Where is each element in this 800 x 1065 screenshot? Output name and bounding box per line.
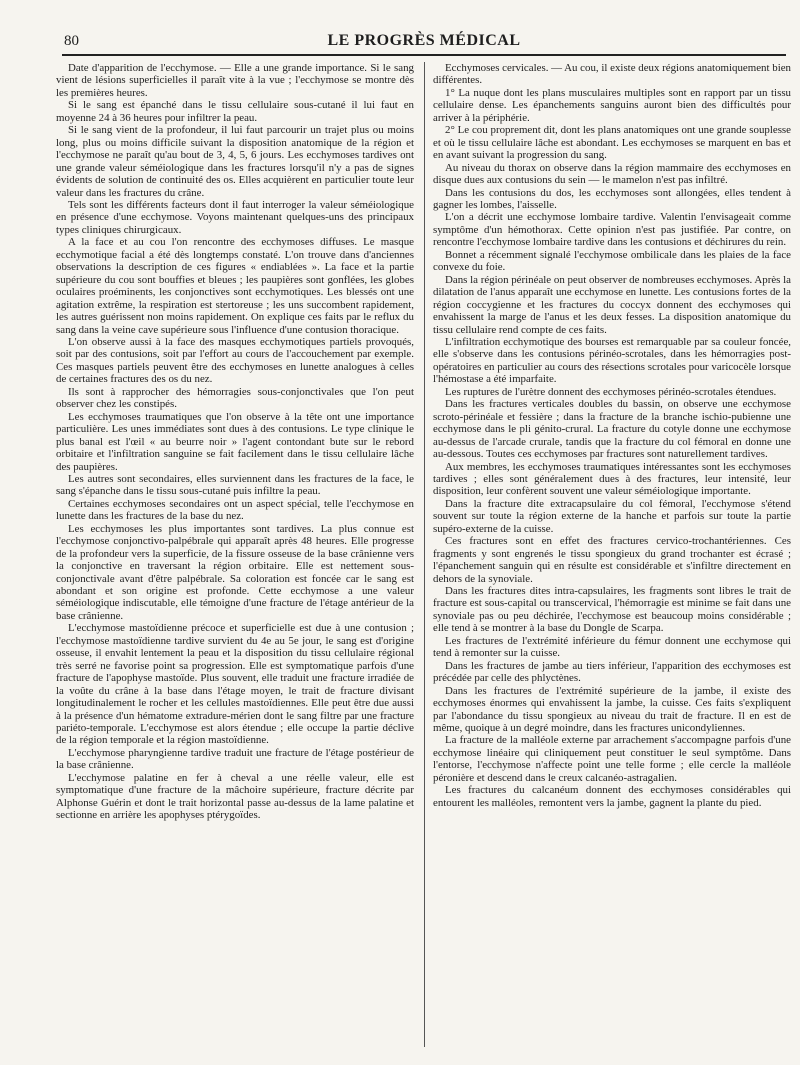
column-divider	[424, 62, 425, 1047]
paragraph: Si le sang vient de la profondeur, il lui faut parcourir un trajet plus ou moins long, plus ou moins difficile suivant la disposition anatomique de la région et l'ecchymose ne paraît qu'au bout de 3, 4, 5, 6 jours. Les ecchymoses tardives ont une grande valeur séméiologique dans les fractures lorsqu'il n'y a pas de signes évidents de solution de continuité des os. Elles acquièrent en particulier toute leur valeur dans les fractures du crâne.	[56, 124, 414, 199]
journal-title: LE PROGRÈS MÉDICAL	[327, 32, 521, 49]
paragraph: Certaines ecchymoses secondaires ont un aspect spécial, telle l'ecchymose en lunette dans les fractures de la base du nez.	[56, 497, 414, 523]
paragraph: Les ecchymoses traumatiques que l'on observe à la tête ont une importance particulière. Les unes immédiates sont dues à des contusions. Le type clinique le plus banal est l'œil « au beurre noir » l'agent contondant bute sur le rebord orbitaire et l'infiltration sanguine se fait facilement dans le tissu cellulaire lâche des paupières.	[56, 410, 414, 473]
paragraph: L'ecchymose palatine en fer à cheval a une réelle valeur, elle est symptomatique d'une fracture de la mâchoire supérieure, fracture décrite par Alphonse Guérin et dont le trait horizontal passe au-dessus de la lame palatine et sectionne en arrière les apophyses ptérygoïdes.	[56, 771, 414, 822]
paragraph: Ecchymoses cervicales. — Au cou, il existe deux régions anatomiquement bien différentes.	[433, 62, 791, 87]
paragraph: Dans les fractures de jambe au tiers inférieur, l'apparition des ecchymoses est précédée par celle des phlyctènes.	[433, 659, 791, 685]
paragraph: Dans les contusions du dos, les ecchymoses sont allongées, elles tendent à gagner les lombes, l'aisselle.	[433, 186, 791, 211]
paragraph: Ils sont à rapprocher des hémorragies sous-conjonctivales que l'on peut observer chez les constipés.	[56, 385, 414, 411]
paragraph: Si le sang est épanché dans le tissu cellulaire sous-cutané il lui faut en moyenne 24 à 36 heures pour infiltrer la peau.	[56, 99, 414, 124]
paragraph: Aux membres, les ecchymoses traumatiques intéressantes sont les ecchymoses tardives ; elles sont généralement dues à des fractures, leur intensité, leur disposition, leur confèrent souvent une valeur séméiologique importante.	[433, 460, 791, 498]
paragraph: L'ecchymose mastoïdienne précoce et superficielle est due à une contusion ; l'ecchymose mastoïdienne tardive survient du 4e au 5e jour, le sang est d'origine osseuse, il envahit lentement la peau et la disposition du tissu cellulaire régional très serré ne favorise point sa progression. Elle est symptomatique parfois d'une fracture de l'apophyse mastoïde. Plus souvent, elle traduit une fracture irradiée de la voûte du crâne à la base dans l'étage moyen, le trait de fracture divisant longitudinalement le rocher et les cellules mastoïdiennes. Elle peut être due aussi à la présence d'un hématome extradure-mérien dont le sang filtre par une fracture pariéto-temporale. L'ecchymose est alors étendue ; elle occupe la partie déclive de la région temporale et la région mastoïdienne.	[56, 622, 414, 747]
paragraph: A la face et au cou l'on rencontre des ecchymoses diffuses. Le masque ecchymotique facial a été dès longtemps constaté. L'on trouve dans d'anciennes observations la description de ces figures « endiablées ». La face et la partie supérieure du cou sont bouffies et bleues ; les paupières sont gonflées, les globes oculaires proéminents, les conjonctives sont ecchymotiques. Les blessés ont une agitation extrême, la respiration est stertoreuse ; les uns succombent rapidement, les autres guérissent non moins rapidement. On explique ces faits par le reflux du sang dans la veine cave supérieure sous l'influence d'une contusion thoracique.	[56, 236, 414, 336]
paragraph: Dans la fracture dite extracapsulaire du col fémoral, l'ecchymose s'étend souvent sur toute la région externe de la hanche et parfois sur toute la partie supéro-externe de la cuisse.	[433, 497, 791, 535]
paragraph: Dans les fractures dites intra-capsulaires, les fragments sont libres le trait de fracture est sous-capital ou transcervical, l'hémorragie est minime se fait dans une synoviale pas ou peu déchirée, l'ecchymose est beaucoup moins considérable ; elle tend à se montrer à la base du Dongle de Scarpa.	[433, 585, 791, 635]
paragraph: Dans les fractures de l'extrémité supérieure de la jambe, il existe des ecchymoses énormes qui envahissent la jambe, la cuisse. Ces faits s'expliquent par l'abondance du tissu spongieux au niveau du trait de fracture. Il en est de même, quoique à un degré moindre, dans les fractures unicondyliennes.	[433, 684, 791, 735]
paragraph: Date d'apparition de l'ecchymose. — Elle a une grande importance. Si le sang vient de lésions superficielles il paraît vite à la vue ; l'ecchymose se montre dès les premières heures.	[56, 62, 414, 99]
paragraph: Tels sont les différents facteurs dont il faut interroger la valeur séméiologique en présence d'une ecchymose. Voyons maintenant quelques-uns des principaux types cliniques chirurgicaux.	[56, 198, 414, 236]
page-number: 80	[64, 33, 79, 49]
paragraph: 1° La nuque dont les plans musculaires multiples sont en rapport par un tissu cellulaire dense. Les épanchements sanguins auront bien des difficultés pour arriver à la périphérie.	[433, 86, 791, 124]
paragraph: Dans la région périnéale on peut observer de nombreuses ecchymoses. Après la dilatation de l'anus apparaît une ecchymose en lunette. Les contusions fortes de la région coccygienne et les fractures du coccyx donnent des ecchymoses qui envahissent la marge de l'anus et les deux fesses. La disposition anatomique du tissu cellulaire rend compte de ces faits.	[433, 273, 791, 336]
paragraph: 2° Le cou proprement dit, dont les plans anatomiques ont une grande souplesse et où le tissu cellulaire lâche est abondant. Les ecchymoses se marquent en bas et en avant suivant la progression du sang.	[433, 124, 791, 162]
paragraph: Les ruptures de l'urètre donnent des ecchymoses périnéo-scrotales étendues.	[445, 385, 777, 398]
paragraph: L'on a décrit une ecchymose lombaire tardive. Valentin l'envisageait comme symptôme d'un hémothorax. Cette opinion n'est pas justifiée. Par contre, on rencontre l'ecchymose lombaire tardive dans les contusions et déchirures du rein.	[433, 211, 791, 249]
paragraph: L'on observe aussi à la face des masques ecchymotiques partiels provoqués, soit par des contusions, soit par l'effort au cours de l'accouchement par exemple. Ces masques partiels peuvent être des ecchymoses en lunette analogues à celles de certaines fractures des os du nez.	[56, 335, 414, 386]
page-header	[62, 30, 786, 56]
paragraph: Au niveau du thorax on observe dans la région mammaire des ecchymoses en disque dues aux contusions du sein — le mamelon n'est pas infiltré.	[433, 161, 791, 187]
paragraph: L'ecchymose pharyngienne tardive traduit une fracture de l'étage postérieur de la base crânienne.	[56, 746, 414, 772]
paragraph: Dans les fractures verticales doubles du bassin, on observe une ecchymose scroto-périnéale et fessière ; dans la fracture de la branche ischio-pubienne une ecchymose dans le pli génito-crural. La fracture du cotyle donne une ecchymose au-dessus de l'arcade crurale, tandis que la fracture du col fémoral en donne une au-dessous. Toutes ces ecchymoses par fractures sont naturellement tardives.	[433, 398, 791, 461]
right-column	[433, 62, 791, 1047]
paragraph: Les ecchymoses les plus importantes sont tardives. La plus connue est l'ecchymose conjonctivo-palpébrale qui apparaît après 48 heures. Elle progresse de la profondeur vers la superficie, de la fissure osseuse de la base crânienne vers la conjonctive en traversant la région orbitaire. Elle est nettement sous-conjonctivale avant d'être palpébrale. Sa coloration est foncée car le sang est abondant et son origine est profonde. Cette ecchymose a une valeur séméiologique indiscutable, elle témoigne d'une fracture de l'étage antérieur de la base crânienne.	[56, 522, 414, 622]
paragraph: Les autres sont secondaires, elles surviennent dans les fractures de la face, le sang s'épanche dans le tissu sous-cutané puis infiltre la peau.	[56, 472, 414, 498]
paragraph: L'infiltration ecchymotique des bourses est remarquable par sa couleur foncée, elle s'observe dans les contusions périnéo-scrotales, dans les hémorragies post-opératoires en particulier au cours des résections scrotales pour varicocèle lorsque l'hémostase a été imparfaite.	[433, 335, 791, 386]
paragraph: Les fractures du calcanéum donnent des ecchymoses considérables qui entourent les malléoles, remontent vers la jambe, gagnent la plante du pied.	[433, 784, 791, 809]
paragraph: Bonnet a récemment signalé l'ecchymose ombilicale dans les plaies de la face convexe du foie.	[433, 248, 791, 274]
paragraph: Ces fractures sont en effet des fractures cervico-trochantériennes. Ces fragments y sont engrenés le tissu spongieux du grand trochanter est écrasé ; l'épanchement sanguin qui en résulte est considérable et s'infiltre directement en dehors de la synoviale.	[433, 535, 791, 585]
left-column	[56, 62, 414, 1047]
paragraph: La fracture de la malléole externe par arrachement s'accompagne parfois d'une ecchymose linéaire qui cliniquement peut constituer le seul symptôme. Dans l'entorse, l'ecchymose n'affecte point une telle forme ; elle cercle la malléole péronière et descend dans le creux calcanéo-astragalien.	[433, 734, 791, 784]
paragraph: Les fractures de l'extrémité inférieure du fémur donnent une ecchymose qui tend à remonter sur la cuisse.	[433, 634, 791, 660]
